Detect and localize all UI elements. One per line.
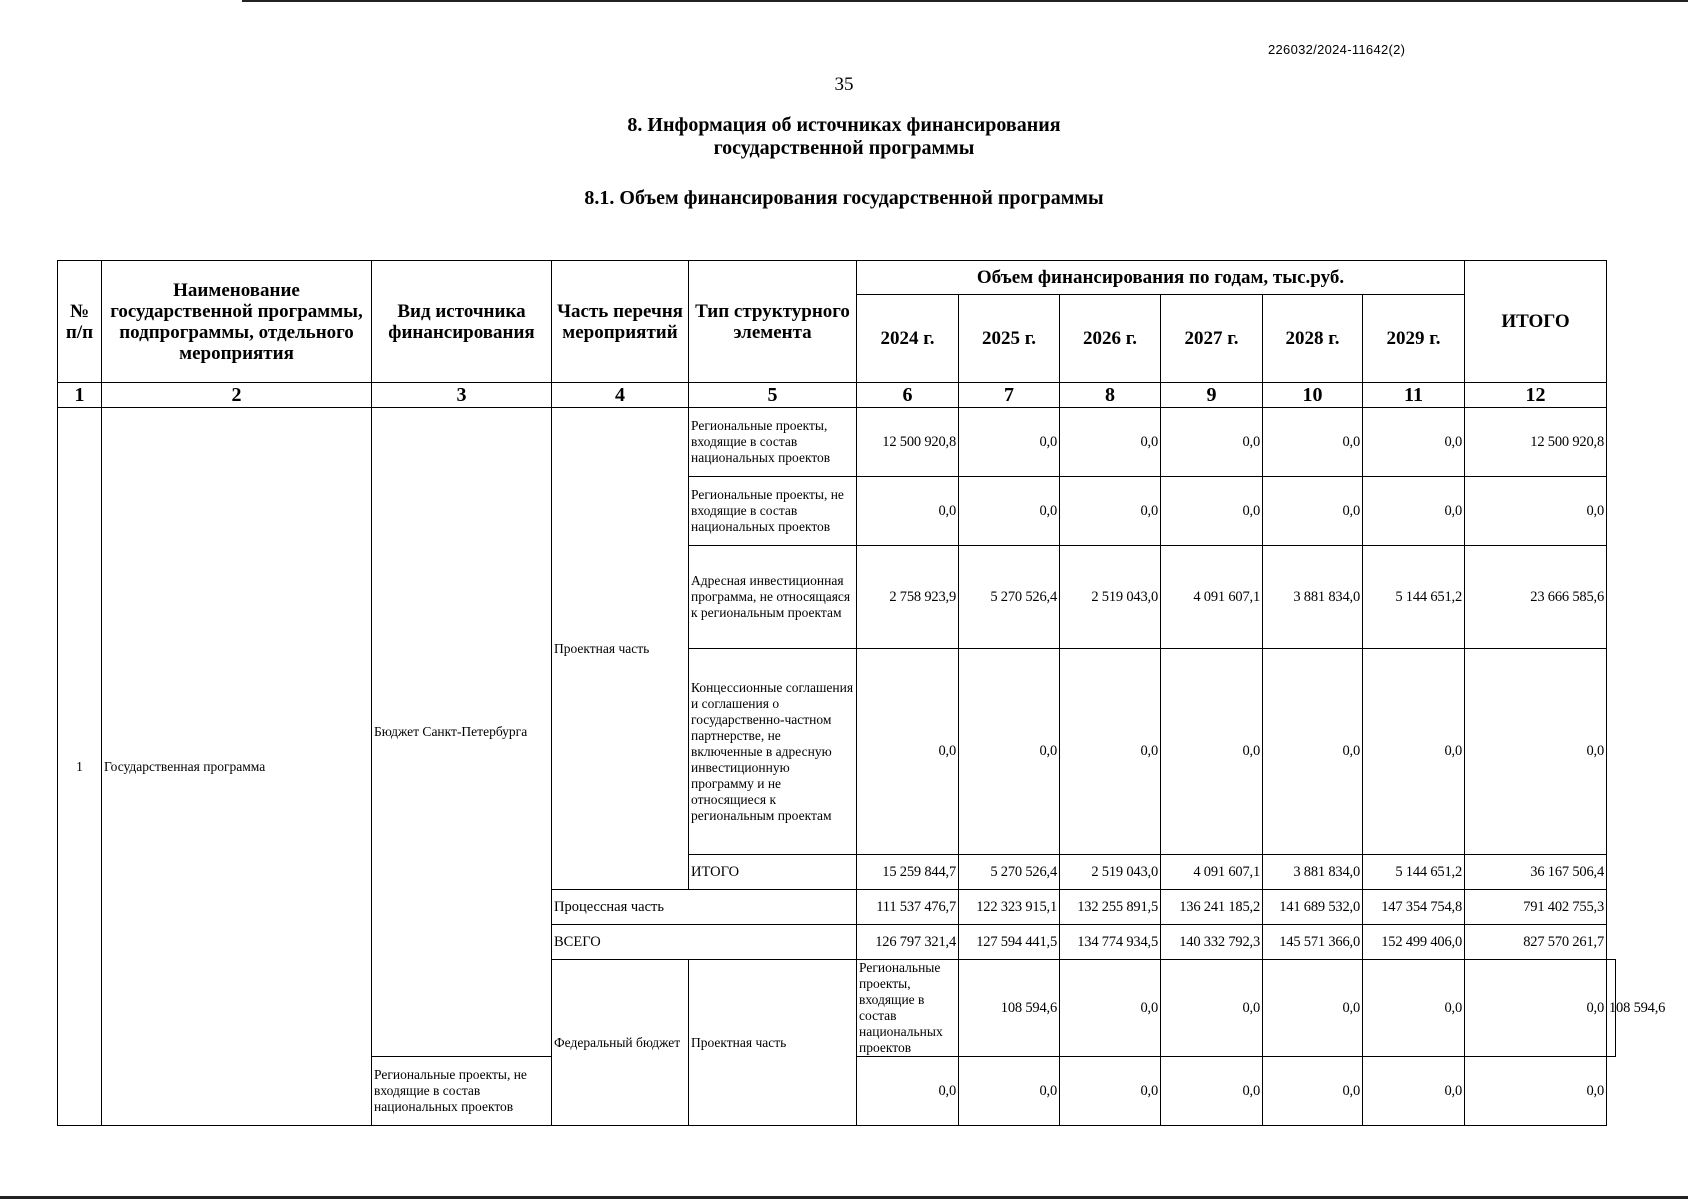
- value-cell: 147 354 754,8: [1363, 890, 1465, 925]
- column-number: 8: [1060, 383, 1161, 408]
- structural-type: Адресная инвестиционная программа, не относящаяся к региональным проектам: [689, 546, 857, 649]
- bottom-border-line: [0, 1196, 1688, 1199]
- total-cell: 12 500 920,8: [1465, 408, 1607, 477]
- value-cell: 0,0: [857, 477, 959, 546]
- structural-type: Региональные проекты, не входящие в состав национальных проектов: [689, 477, 857, 546]
- value-cell: 140 332 792,3: [1161, 925, 1263, 960]
- value-cell: 136 241 185,2: [1161, 890, 1263, 925]
- value-cell: 0,0: [1263, 408, 1363, 477]
- header-row-1: [58, 261, 1616, 295]
- total-cell: 0,0: [1465, 477, 1607, 546]
- total-cell: 36 167 506,4: [1465, 855, 1607, 890]
- header-total: ИТОГО: [1465, 261, 1607, 383]
- total-cell: 23 666 585,6: [1465, 546, 1607, 649]
- total-cell: 108 594,6: [1607, 960, 1616, 1057]
- value-cell: 0,0: [959, 408, 1060, 477]
- part-project: Проектная часть: [552, 408, 689, 890]
- value-cell: 0,0: [857, 1057, 959, 1126]
- value-cell: 0,0: [1263, 960, 1363, 1057]
- header-year: 2024 г.: [857, 295, 959, 383]
- header-volume: Объем финансирования по годам, тыс.руб.: [857, 261, 1465, 295]
- value-cell: 0,0: [1060, 477, 1161, 546]
- total-cell: 0,0: [1465, 1057, 1607, 1126]
- value-cell: 132 255 891,5: [1060, 890, 1161, 925]
- structural-type: Региональные проекты, входящие в состав национальных проектов: [857, 960, 959, 1057]
- source-spb-budget: Бюджет Санкт-Петербурга: [372, 408, 552, 1057]
- value-cell: 0,0: [1060, 408, 1161, 477]
- column-number: 3: [372, 383, 552, 408]
- part-project: Проектная часть: [689, 960, 857, 1126]
- total-cell: 827 570 261,7: [1465, 925, 1607, 960]
- header-year: 2025 г.: [959, 295, 1060, 383]
- header-year: 2027 г.: [1161, 295, 1263, 383]
- value-cell: 0,0: [1060, 649, 1161, 855]
- header-source: Вид источника финансирования: [372, 261, 552, 383]
- page-number: 35: [834, 74, 854, 95]
- value-cell: 0,0: [959, 1057, 1060, 1126]
- value-cell: 2 519 043,0: [1060, 546, 1161, 649]
- value-cell: 0,0: [857, 649, 959, 855]
- structural-type: Региональные проекты, не входящие в состав национальных проектов: [372, 1057, 552, 1126]
- total-label: ВСЕГО: [552, 925, 857, 960]
- value-cell: 3 881 834,0: [1263, 855, 1363, 890]
- row-number: 1: [58, 408, 102, 1126]
- value-cell: 122 323 915,1: [959, 890, 1060, 925]
- value-cell: 5 144 651,2: [1363, 855, 1465, 890]
- value-cell: 0,0: [1363, 960, 1465, 1057]
- value-cell: 127 594 441,5: [959, 925, 1060, 960]
- source-federal-budget: Федеральный бюджет: [552, 960, 689, 1126]
- value-cell: 126 797 321,4: [857, 925, 959, 960]
- column-numbers-row: [58, 383, 1616, 408]
- program-name: Государственная программа: [102, 408, 372, 1126]
- header-part: Часть перечня мероприятий: [552, 261, 689, 383]
- value-cell: 0,0: [1465, 960, 1607, 1057]
- column-number: 9: [1161, 383, 1263, 408]
- value-cell: 0,0: [1161, 477, 1263, 546]
- header-type: Тип структурного элемента: [689, 261, 857, 383]
- value-cell: 0,0: [1363, 477, 1465, 546]
- top-border-line: [242, 0, 1688, 2]
- value-cell: 141 689 532,0: [1263, 890, 1363, 925]
- value-cell: 5 270 526,4: [959, 546, 1060, 649]
- value-cell: 0,0: [1161, 649, 1263, 855]
- header-year: 2029 г.: [1363, 295, 1465, 383]
- total-cell: 791 402 755,3: [1465, 890, 1607, 925]
- value-cell: 3 881 834,0: [1263, 546, 1363, 649]
- section-title-line-1: 8. Информация об источниках финансирования: [627, 114, 1061, 136]
- document-number: 226032/2024-11642(2): [1268, 42, 1406, 57]
- value-cell: 0,0: [1263, 477, 1363, 546]
- value-cell: 0,0: [1263, 649, 1363, 855]
- column-number: 7: [959, 383, 1060, 408]
- value-cell: 0,0: [959, 477, 1060, 546]
- structural-type: ИТОГО: [689, 855, 857, 890]
- value-cell: 5 270 526,4: [959, 855, 1060, 890]
- total-cell: 0,0: [1465, 649, 1607, 855]
- value-cell: 145 571 366,0: [1263, 925, 1363, 960]
- value-cell: 2 519 043,0: [1060, 855, 1161, 890]
- table-row: [58, 408, 1616, 477]
- subsection-title: 8.1. Объем финансирования государственной программы: [584, 187, 1104, 209]
- value-cell: 0,0: [1161, 408, 1263, 477]
- value-cell: 108 594,6: [959, 960, 1060, 1057]
- column-number: 2: [102, 383, 372, 408]
- column-number: 11: [1363, 383, 1465, 408]
- value-cell: 15 259 844,7: [857, 855, 959, 890]
- value-cell: 5 144 651,2: [1363, 546, 1465, 649]
- structural-type: Концессионные соглашения и соглашения о государственно-частном партнерстве, не включенные в адресную инвестиционную программу и не относящиеся к региональным проектам: [689, 649, 857, 855]
- value-cell: 134 774 934,5: [1060, 925, 1161, 960]
- structural-type: Региональные проекты, входящие в состав национальных проектов: [689, 408, 857, 477]
- financing-table: [57, 260, 1666, 1126]
- header-year: 2026 г.: [1060, 295, 1161, 383]
- header-year: 2028 г.: [1263, 295, 1363, 383]
- value-cell: 0,0: [1363, 408, 1465, 477]
- column-number: 12: [1465, 383, 1607, 408]
- value-cell: 0,0: [1060, 1057, 1161, 1126]
- value-cell: 0,0: [1161, 960, 1263, 1057]
- column-number: 5: [689, 383, 857, 408]
- section-title-line-2: государственной программы: [713, 137, 975, 159]
- value-cell: 0,0: [1363, 649, 1465, 855]
- column-number: 10: [1263, 383, 1363, 408]
- value-cell: 0,0: [1060, 960, 1161, 1057]
- value-cell: 111 537 476,7: [857, 890, 959, 925]
- value-cell: 0,0: [1161, 1057, 1263, 1126]
- value-cell: 0,0: [959, 649, 1060, 855]
- column-number: 6: [857, 383, 959, 408]
- value-cell: 2 758 923,9: [857, 546, 959, 649]
- value-cell: 0,0: [1363, 1057, 1465, 1126]
- value-cell: 152 499 406,0: [1363, 925, 1465, 960]
- value-cell: 0,0: [1263, 1057, 1363, 1126]
- column-number: 4: [552, 383, 689, 408]
- header-program-name: Наименование государственной программы, подпрограммы, отдельного мероприятия: [102, 261, 372, 383]
- value-cell: 12 500 920,8: [857, 408, 959, 477]
- section-title: [0, 114, 1688, 160]
- process-part-label: Процессная часть: [552, 890, 857, 925]
- value-cell: 4 091 607,1: [1161, 855, 1263, 890]
- column-number: 1: [58, 383, 102, 408]
- header-num: № п/п: [58, 261, 102, 383]
- value-cell: 4 091 607,1: [1161, 546, 1263, 649]
